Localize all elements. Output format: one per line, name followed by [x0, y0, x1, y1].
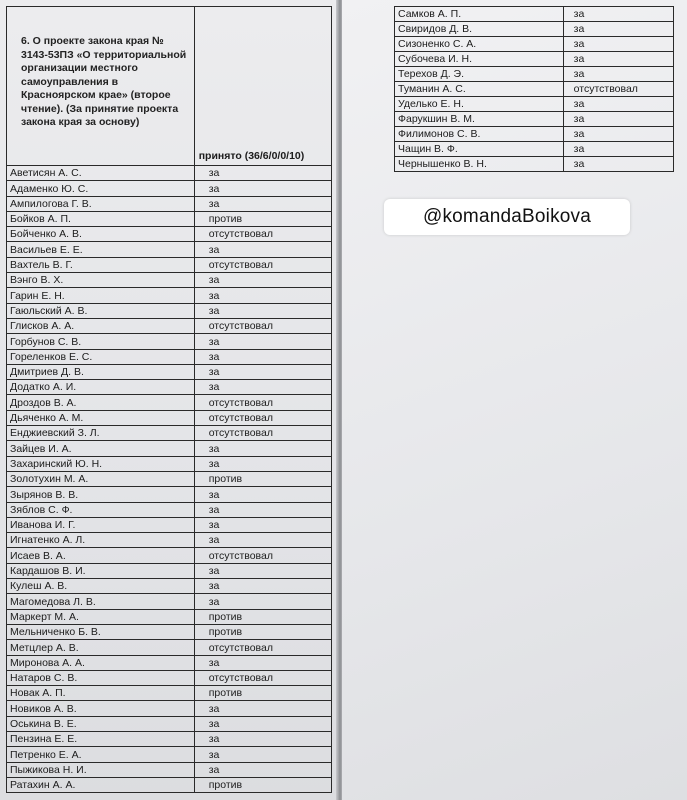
vote-table-right: [394, 6, 674, 172]
deputy-name: Енджиевский З. Л.: [7, 426, 195, 441]
deputy-name: Бойков А. П.: [7, 211, 195, 226]
table-row: [7, 563, 332, 578]
vote-value: за: [563, 142, 673, 157]
table-row: [7, 441, 332, 456]
vote-value: за: [194, 349, 331, 364]
table-row: [395, 142, 674, 157]
vote-value: за: [194, 456, 331, 471]
deputy-name: Пыжикова Н. И.: [7, 762, 195, 777]
deputy-name: Иванова И. Г.: [7, 517, 195, 532]
table-row: [7, 181, 332, 196]
vote-value: за: [194, 273, 331, 288]
table-row: [7, 762, 332, 777]
deputy-name: Филимонов С. В.: [395, 127, 564, 142]
table-row: [7, 273, 332, 288]
deputy-name: Глисков А. А.: [7, 318, 195, 333]
vote-value: за: [563, 37, 673, 52]
vote-value: за: [194, 334, 331, 349]
left-page: [0, 0, 338, 800]
deputy-name: Натаров С. В.: [7, 670, 195, 685]
table-row: [7, 471, 332, 486]
table-row: [7, 334, 332, 349]
table-row: [7, 502, 332, 517]
deputy-name: Игнатенко А. Л.: [7, 533, 195, 548]
deputy-name: Новиков А. В.: [7, 701, 195, 716]
vote-value: за: [194, 594, 331, 609]
vote-value: отсутствовал: [194, 257, 331, 272]
vote-value: за: [563, 22, 673, 37]
result-cell: принято (36/6/0/0/10): [194, 7, 331, 166]
vote-value: за: [563, 127, 673, 142]
vote-value: за: [194, 502, 331, 517]
table-row: [7, 487, 332, 502]
vote-value: против: [194, 609, 331, 624]
deputy-name: Чащин В. Ф.: [395, 142, 564, 157]
deputy-name: Кулеш А. В.: [7, 579, 195, 594]
deputy-name: Сизоненко С. А.: [395, 37, 564, 52]
vote-value: за: [563, 157, 673, 172]
table-row: [7, 303, 332, 318]
vote-value: за: [194, 747, 331, 762]
deputy-name: Новак А. П.: [7, 686, 195, 701]
vote-value: отсутствовал: [194, 395, 331, 410]
table-row: [7, 655, 332, 670]
table-row: [7, 426, 332, 441]
vote-value: за: [194, 242, 331, 257]
table-row: [7, 395, 332, 410]
deputy-name: Дмитриев Д. В.: [7, 364, 195, 379]
table-row: [7, 227, 332, 242]
vote-value: отсутствовал: [194, 670, 331, 685]
table-row: [395, 82, 674, 97]
table-row: [7, 288, 332, 303]
deputy-name: Пензина Е. Е.: [7, 731, 195, 746]
deputy-name: Горбунов С. В.: [7, 334, 195, 349]
vote-value: против: [194, 686, 331, 701]
table-row: [395, 127, 674, 142]
deputy-name: Гаюльский А. В.: [7, 303, 195, 318]
deputy-name: Зырянов В. В.: [7, 487, 195, 502]
deputy-name: Гореленков Е. С.: [7, 349, 195, 364]
vote-value: за: [194, 441, 331, 456]
vote-value: отсутствовал: [194, 318, 331, 333]
vote-value: отсутствовал: [563, 82, 673, 97]
table-row: [7, 609, 332, 624]
vote-value: за: [194, 655, 331, 670]
watermark-label: @komandaBoikova: [384, 199, 630, 235]
header-row: [7, 7, 332, 166]
deputy-name: Вэнго В. Х.: [7, 273, 195, 288]
deputy-name: Фарукшин В. М.: [395, 112, 564, 127]
deputy-name: Метцлер А. В.: [7, 640, 195, 655]
table-row: [7, 349, 332, 364]
vote-value: против: [194, 777, 331, 792]
deputy-name: Васильев Е. Е.: [7, 242, 195, 257]
table-row: [395, 37, 674, 52]
table-row: [7, 731, 332, 746]
table-row: [7, 318, 332, 333]
vote-value: против: [194, 624, 331, 639]
deputy-name: Петренко Е. А.: [7, 747, 195, 762]
table-row: [395, 22, 674, 37]
table-row: [395, 67, 674, 82]
vote-value: за: [563, 67, 673, 82]
deputy-name: Чернышенко В. Н.: [395, 157, 564, 172]
table-row: [7, 456, 332, 471]
table-row: [7, 364, 332, 379]
vote-value: за: [194, 716, 331, 731]
vote-value: за: [194, 196, 331, 211]
vote-value: за: [194, 364, 331, 379]
deputy-name: Адаменко Ю. С.: [7, 181, 195, 196]
table-row: [7, 196, 332, 211]
deputy-name: Миронова А. А.: [7, 655, 195, 670]
table-row: [7, 670, 332, 685]
table-row: [7, 686, 332, 701]
table-row: [7, 594, 332, 609]
vote-value: против: [194, 211, 331, 226]
deputy-name: Додатко А. И.: [7, 380, 195, 395]
vote-value: за: [194, 487, 331, 502]
deputy-name: Терехов Д. Э.: [395, 67, 564, 82]
vote-value: отсутствовал: [194, 227, 331, 242]
vote-value: за: [194, 762, 331, 777]
table-row: [7, 257, 332, 272]
deputy-name: Аветисян А. С.: [7, 166, 195, 181]
deputy-name: Зяблов С. Ф.: [7, 502, 195, 517]
vote-value: за: [194, 303, 331, 318]
vote-value: за: [563, 7, 673, 22]
vote-value: за: [194, 166, 331, 181]
vote-value: за: [194, 533, 331, 548]
deputy-name: Дьяченко А. М.: [7, 410, 195, 425]
vote-value: за: [194, 181, 331, 196]
vote-value: против: [194, 471, 331, 486]
deputy-name: Гарин Е. Н.: [7, 288, 195, 303]
table-row: [395, 97, 674, 112]
table-row: [7, 410, 332, 425]
vote-value: за: [194, 288, 331, 303]
vote-table-left: [6, 6, 332, 793]
vote-value: за: [194, 579, 331, 594]
vote-value: за: [194, 517, 331, 532]
deputy-name: Золотухин М. А.: [7, 471, 195, 486]
right-page: [342, 0, 687, 800]
question-cell: 6. О проекте закона края № 3143-53ПЗ «О территориальной организации местного самоуправления в Красноярском крае» (второе чтение). (За принятие проекта закона края за основу): [7, 7, 195, 166]
table-row: [7, 701, 332, 716]
deputy-name: Самков А. П.: [395, 7, 564, 22]
deputy-name: Оськина В. Е.: [7, 716, 195, 731]
deputy-name: Вахтель В. Г.: [7, 257, 195, 272]
deputy-name: Бойченко А. В.: [7, 227, 195, 242]
deputy-name: Исаев В. А.: [7, 548, 195, 563]
deputy-name: Маркерт М. А.: [7, 609, 195, 624]
deputy-name: Кардашов В. И.: [7, 563, 195, 578]
table-row: [395, 157, 674, 172]
table-row: [7, 517, 332, 532]
table-row: [395, 52, 674, 67]
table-row: [395, 7, 674, 22]
deputy-name: Дроздов В. А.: [7, 395, 195, 410]
table-row: [7, 624, 332, 639]
deputy-name: Уделько Е. Н.: [395, 97, 564, 112]
vote-value: за: [563, 112, 673, 127]
vote-value: за: [194, 380, 331, 395]
table-row: [7, 640, 332, 655]
deputy-name: Ампилогова Г. В.: [7, 196, 195, 211]
table-row: [7, 211, 332, 226]
vote-value: отсутствовал: [194, 426, 331, 441]
vote-value: за: [194, 563, 331, 578]
table-row: [7, 242, 332, 257]
table-row: [7, 579, 332, 594]
deputy-name: Свиридов Д. В.: [395, 22, 564, 37]
vote-value: отсутствовал: [194, 410, 331, 425]
vote-value: за: [563, 52, 673, 67]
table-row: [395, 112, 674, 127]
table-row: [7, 380, 332, 395]
table-row: [7, 777, 332, 792]
table-row: [7, 166, 332, 181]
vote-value: за: [194, 701, 331, 716]
table-row: [7, 716, 332, 731]
table-row: [7, 747, 332, 762]
deputy-name: Магомедова Л. В.: [7, 594, 195, 609]
deputy-name: Субочева И. Н.: [395, 52, 564, 67]
deputy-name: Ратахин А. А.: [7, 777, 195, 792]
table-row: [7, 548, 332, 563]
deputy-name: Захаринский Ю. Н.: [7, 456, 195, 471]
vote-value: отсутствовал: [194, 548, 331, 563]
vote-value: за: [563, 97, 673, 112]
vote-value: за: [194, 731, 331, 746]
table-row: [7, 533, 332, 548]
deputy-name: Туманин А. С.: [395, 82, 564, 97]
deputy-name: Зайцев И. А.: [7, 441, 195, 456]
deputy-name: Мельниченко Б. В.: [7, 624, 195, 639]
vote-value: отсутствовал: [194, 640, 331, 655]
